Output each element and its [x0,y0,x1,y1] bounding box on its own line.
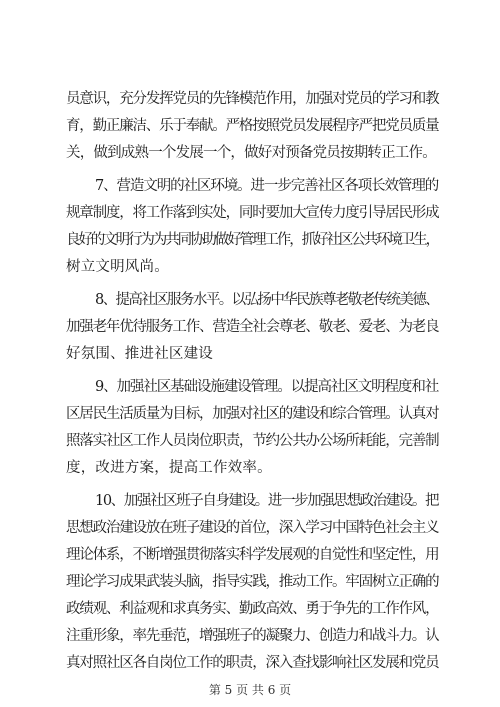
text-line: 树立文明风尚。 [66,259,169,275]
page-number-footer: 第 5 页 共 6 页 [208,683,292,697]
text-line: 好氛围、推进社区建设 [66,346,213,362]
text-line: 照落实社区工作人员岗位职责，节约公共办公场所耗能，完善制 [66,433,439,449]
paragraph-party-member-awareness [66,86,438,167]
paragraph-item-10 [66,488,438,677]
text-line: 思想政治建设放在班子建设的首位，深入学习中国特色社会主义 [66,520,439,536]
paragraph-item-8 [66,287,438,368]
text-line: 度，改进方案，提高工作效率。 [66,460,272,476]
text-line: 区居民生活质量为目标，加强对社区的建设和综合管理。认真对 [66,406,439,422]
text-line: 加强老年优待服务工作、营造全社会尊老、敬老、爱老、为老良 [66,319,439,335]
text-line: 员意识，充分发挥党员的先锋模范作用，加强对党员的学习和教 [66,91,439,107]
text-line: 10、加强社区班子自身建设。进一步加强思想政治建设。把 [95,493,439,509]
text-line: 注重形象，率先垂范，增强班子的凝聚力、创造力和战斗力。认 [66,628,439,644]
text-line: 政绩观、利益观和求真务实、勤政高效、勇于争先的工作作风， [66,601,439,617]
text-line: 良好的文明行为为共同协助做好管理工作，抓好社区公共环境卫生， [66,232,438,248]
paragraph-item-7 [66,173,438,281]
text-line: 育，勤正廉洁、乐于奉献。严格按照党员发展程序严把党员质量 [66,118,439,134]
text-line: 9、加强社区基础设施建设管理。以提高社区文明程度和社 [95,379,439,395]
text-line: 8、提高社区服务水平。以弘扬中华民族尊老敬老传统美德、 [95,292,439,308]
paragraph-item-9 [66,374,438,482]
text-line: 理论体系，不断增强贯彻落实科学发展观的自觉性和坚定性，用 [66,547,439,563]
document-body [66,86,438,683]
text-line: 7、营造文明的社区环境。进一步完善社区各项长效管理的 [95,178,439,194]
text-line: 真对照社区各自岗位工作的职责，深入查找影响社区发展和党员 [66,655,439,671]
text-line: 理论学习成果武装头脑，指导实践，推动工作。牢固树立正确的 [66,574,439,590]
text-line: 关，做到成熟一个发展一个，做好对预备党员按期转正工作。 [66,145,436,161]
text-line: 规章制度，将工作落到实处，同时要加大宣传力度引导居民形成 [66,205,439,221]
